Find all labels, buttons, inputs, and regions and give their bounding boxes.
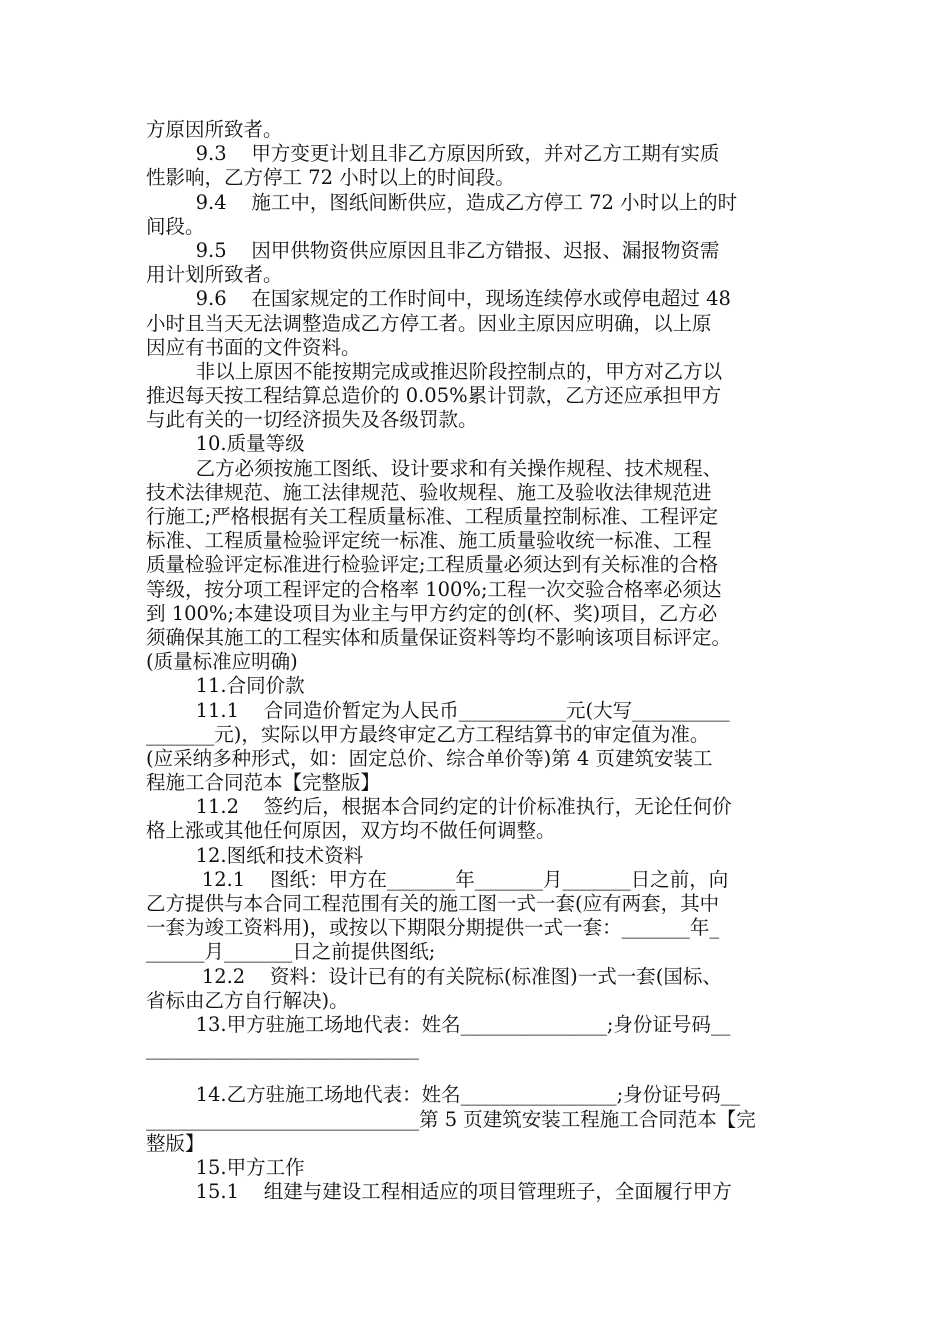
text-line: 一套为竣工资料用)，或按以下期限分期提供一式一套：_______年_	[146, 916, 720, 940]
text-line: 性影响，乙方停工 72 小时以上的时间段。	[146, 166, 515, 190]
text-line: ______月_______日之前提供图纸;	[146, 940, 436, 964]
text-line: 10.质量等级	[146, 432, 305, 456]
text-line: (质量标准应明确)	[146, 650, 298, 674]
text-line: 乙方提供与本合同工程范围有关的施工图一式一套(应有两套，其中	[146, 892, 720, 915]
text-line: 等级，按分项工程评定的合格率 100%;工程一次交验合格率必须达	[146, 577, 722, 601]
text-line: 13.甲方驻施工场地代表：姓名_______________;身份证号码__	[146, 1012, 731, 1036]
text-line: 9.6 在国家规定的工作时间中，现场连续停水或停电超过 48	[146, 287, 731, 311]
text-line: 方原因所致者。	[146, 118, 283, 141]
text-line: 12.2 资料：设计已有的有关院标(标准图)一式一套(国标、	[146, 964, 722, 988]
text-line: 质量检验评定标准进行检验评定;工程质量必须达到有关标准的合格	[146, 553, 719, 577]
text-line: 非以上原因不能按期完成或推迟阶段控制点的，甲方对乙方以	[146, 359, 723, 383]
text-line: 推迟每天按工程结算总造价的 0.05%累计罚款，乙方还应承担甲方	[146, 384, 722, 408]
text-line: 14.乙方驻施工场地代表：姓名________________;身份证号码__	[146, 1083, 741, 1107]
text-line: 11.合同价款	[146, 674, 305, 698]
text-line: _______元)，实际以甲方最终审定乙方工程结算书的审定值为准。	[146, 722, 710, 746]
text-line: 15.甲方工作	[146, 1155, 305, 1179]
text-line: 须确保其施工的工程实体和质量保证资料等均不影响该项目标评定。	[146, 625, 732, 649]
text-line: 12.1 图纸：甲方在_______年_______月_______日之前，向	[146, 867, 729, 891]
text-line: ____________________________	[146, 1037, 419, 1061]
text-line: 省标由乙方自行解决)。	[146, 988, 349, 1012]
text-line: 小时且当天无法调整造成乙方停工者。因业主原因应明确，以上原	[146, 311, 712, 335]
text-line: 9.5 因甲供物资供应原因且非乙方错报、迟报、漏报物资需	[146, 238, 720, 262]
text-line: (应采纳多种形式，如：固定总价、综合单价等)第 4 页建筑安装工	[146, 746, 713, 770]
text-line: 格上涨或其他任何原因，双方均不做任何调整。	[146, 819, 556, 843]
text-line	[146, 1061, 810, 1083]
text-line: 15.1 组建与建设工程相适应的项目管理班子，全面履行甲方	[146, 1180, 732, 1204]
text-line: 乙方必须按施工图纸、设计要求和有关操作规程、技术规程、	[146, 456, 723, 480]
text-line: 间段。	[146, 214, 205, 238]
text-line: 行施工;严格根据有关工程质量标准、工程质量控制标准、工程评定	[146, 505, 719, 528]
text-line: 整版】	[146, 1131, 205, 1155]
text-line: 9.3 甲方变更计划且非乙方原因所致，并对乙方工期有实质	[146, 142, 720, 166]
text-line: 用计划所致者。	[146, 263, 283, 287]
text-line: 因应有书面的文件资料。	[146, 335, 361, 359]
text-line: ____________________________第 5 页建筑安装工程施工合同范本【完	[146, 1107, 756, 1131]
text-line: 与此有关的一切经济损失及各级罚款。	[146, 408, 478, 432]
text-line: 到 100%;本建设项目为业主与甲方约定的创(杯、奖)项目，乙方必	[146, 601, 718, 625]
text-line: 11.1 合同造价暂定为人民币___________元(大写__________	[146, 698, 730, 722]
document-page	[146, 118, 810, 1204]
text-line: 9.4 施工中，图纸间断供应，造成乙方停工 72 小时以上的时	[146, 190, 738, 214]
text-line: 程施工合同范本【完整版】	[146, 771, 381, 795]
text-line: 技术法律规范、施工法律规范、验收规程、施工及验收法律规范进	[146, 480, 712, 504]
text-line: 标准、工程质量检验评定统一标准、施工质量验收统一标准、工程	[146, 529, 712, 553]
text-line: 11.2 签约后，根据本合同约定的计价标准执行，无论任何价	[146, 795, 732, 819]
text-line: 12.图纸和技术资料	[146, 843, 364, 867]
